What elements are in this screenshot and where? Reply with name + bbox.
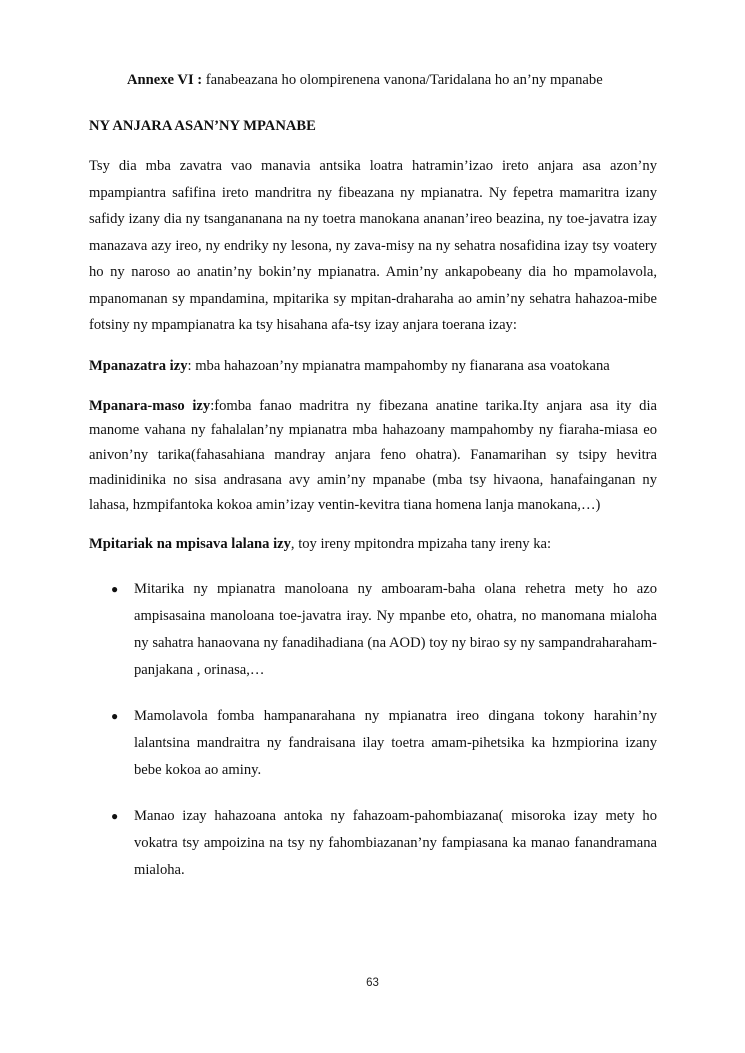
role-text: , toy ireny mpitondra mpizaha tany ireny ka:	[290, 536, 552, 553]
annex-heading	[127, 70, 657, 90]
list-item-text: Mamolavola fomba hampanarahana ny mpianatra ireo dingana tokony harahin’ny lalantsina mandraitra ny fandraisana ilay toetra amam-pihetsika ka hzmpiorina izany bebe kokoa ao aminy.	[134, 708, 657, 778]
bullet-icon: ●	[111, 709, 119, 724]
role-term: Mpanara-maso izy	[89, 397, 211, 414]
annex-label: Annexe VI :	[127, 72, 203, 88]
intro-paragraph: Tsy dia mba zavatra vao manavia antsika loatra hatramin’izao ireto anjara asa azon’ny mpampiantra safifina ireto mandritra ny fibeazana ny mpianatra. Ny fepetra mamaritra izany safidy izany dia ny tsangananana na ny toetra manokana ananan’ireo beazina, ny toe-javatra izay manazava azy ireo, ny endriky ny lesona, ny zava-misy na ny sehatra nosafidina izay tsy voatery ho ny naroso ao anatin’ny bokin’ny mpianatra. Amin’ny ankapobeany dia ho mpamolavola, mpanomanan sy mpandamina, mpitarika sy mpitan-draharaha ao amin’ny sehatra hahazoa-mibe fotsiny ny mpampianatra ka tsy hisahana afa-tsy izay anjara toerana izay:	[89, 158, 657, 333]
role-paragraph-1	[89, 355, 657, 377]
document-page	[89, 70, 657, 904]
role-term: Mpitariak na mpisava lalana izy	[89, 536, 291, 553]
bullet-icon: ●	[111, 582, 119, 597]
role-paragraph-3	[89, 533, 657, 555]
role-text: :fomba fanao madritra ny fibezana anatine tarika.Ity anjara asa ity dia manome vahana ny fahalalan’ny mpianatra mba hahazoany mampahomby ny fiaraha-miasa eo anivon’ny tarika(fahasahiana mandray anjara feno ohatra). Fanamarihan sy tsipy hevitra madinidinika no sisa andrasana avy amin’ny mpanabe (mba tsy hivaona, hanafainganan ny lahasa, hzmpifantoka kokoa amin’izay ventin-kevitra tiana homena lanja manokana,…)	[89, 397, 657, 513]
role-text: : mba hahazoan’ny mpianatra mampahomby ny fianarana asa voatokana	[187, 357, 610, 374]
bullet-list	[89, 576, 657, 883]
section-title: NY ANJARA ASAN’NY MPANABE	[89, 118, 316, 134]
role-term: Mpanazatra izy	[89, 357, 188, 374]
page-number: 63	[366, 977, 379, 989]
list-item-text: Mitarika ny mpianatra manoloana ny amboaram-baha olana rehetra mety ho azo ampisasaina manoloana toe-javatra iray. Ny mpanbe eto, ohatra, no manomana mialoha ny sahatra hanaovana ny fanadihadiana (na AOD) toy ny birao sy ny sampandraharaham-panjakana , orinasa,…	[134, 581, 657, 678]
annex-title: fanabeazana ho olompirenena vanona/Taridalana ho an’ny mpanabe	[205, 72, 603, 88]
list-item	[89, 576, 657, 683]
role-paragraph-2	[89, 394, 657, 518]
list-item-text: Manao izay hahazoana antoka ny fahazoam-pahombiazana( misoroka izay mety ho vokatra tsy ampoizina na tsy ny fahombiazanan’ny fampiasana ka manao fanandramana mialoha.	[134, 808, 657, 878]
list-item	[89, 803, 657, 883]
list-item	[89, 703, 657, 783]
bullet-icon: ●	[111, 809, 119, 824]
